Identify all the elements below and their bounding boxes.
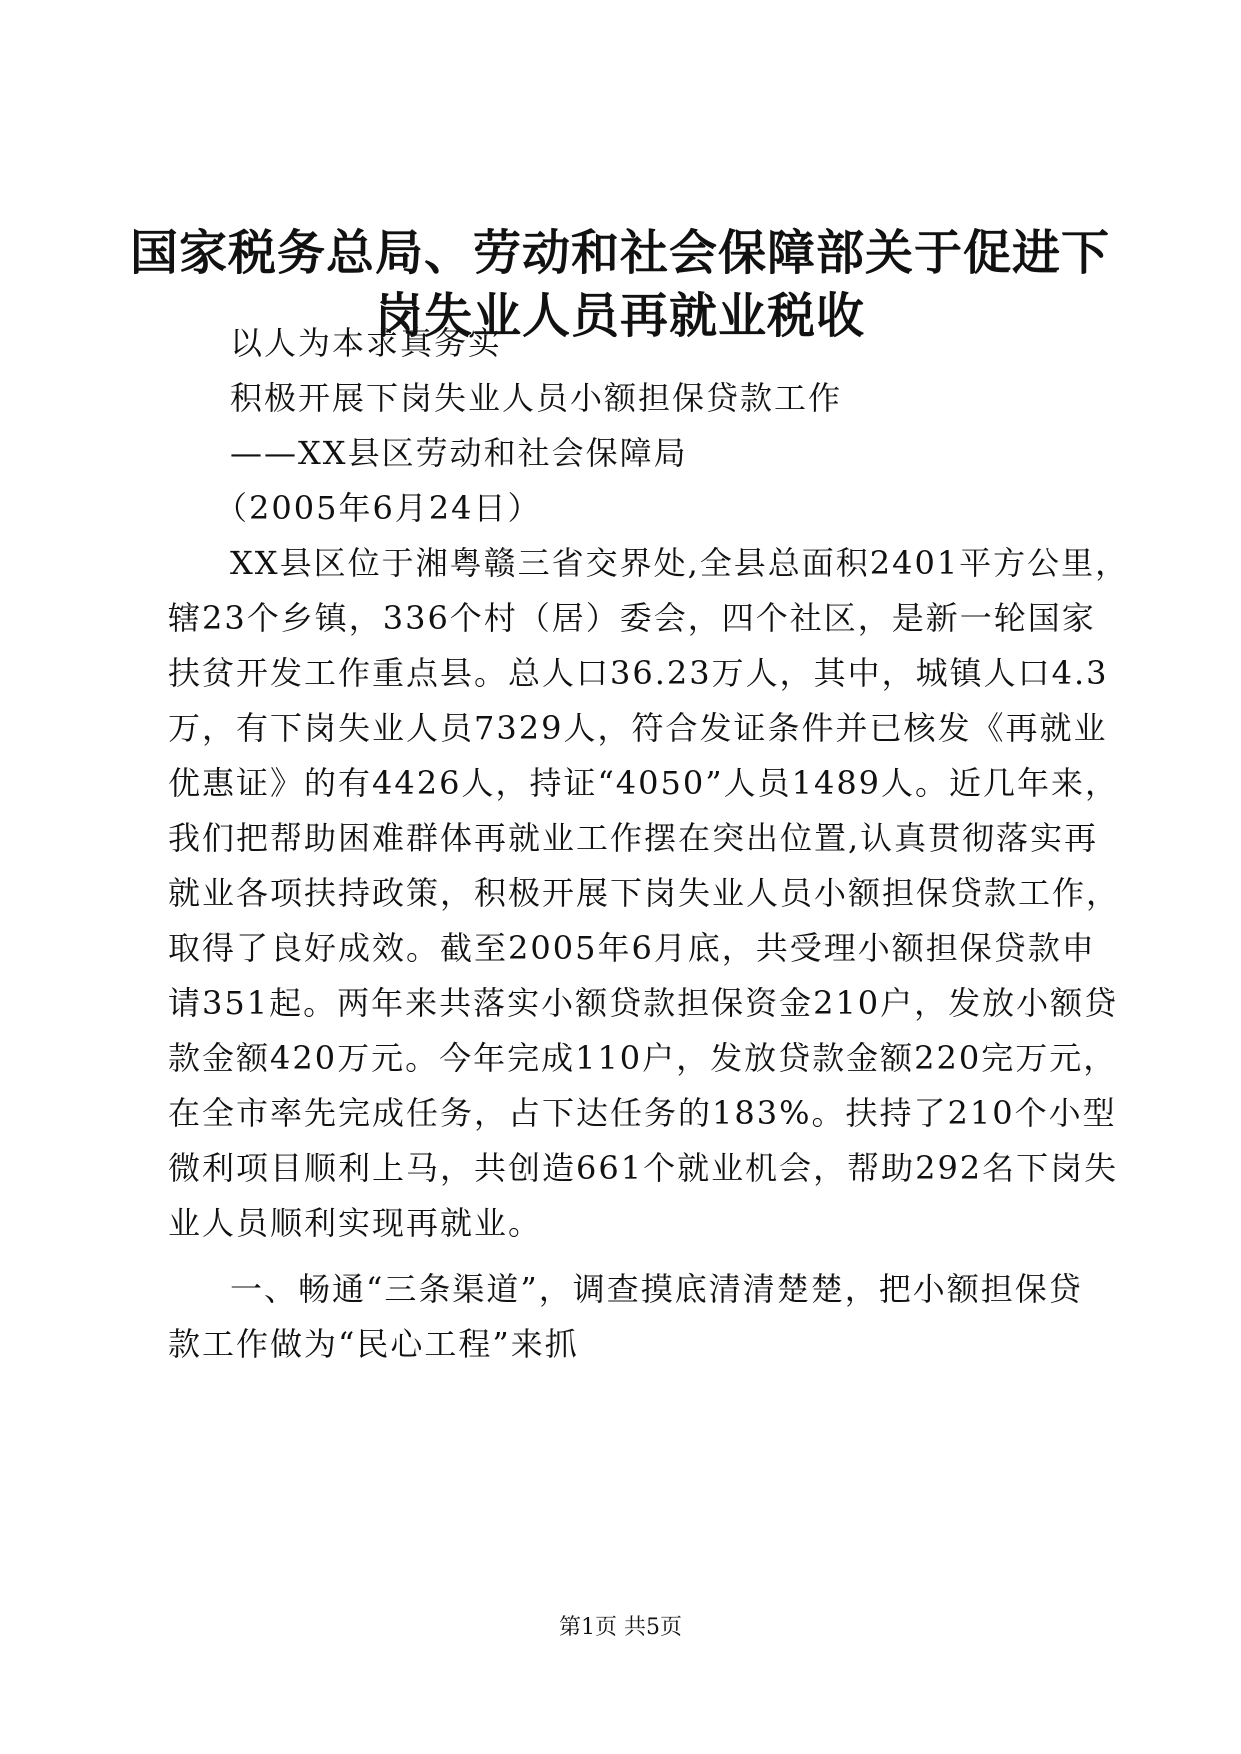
body-line: 优惠证》的有4426人，持证“4050”人员1489人。近几年来， — [168, 764, 1120, 802]
body-line: 辖23个乡镇，336个村（居）委会，四个社区，是新一轮国家 — [168, 599, 1096, 637]
body-line: 万，有下岗失业人员7329人，符合发证条件并已核发《再就业 — [168, 709, 1108, 747]
subtitle-line-3: ——XX县区劳动和社会保障局 — [230, 434, 688, 472]
body-line: 微利项目顺利上马，共创造661个就业机会，帮助292名下岗失 — [168, 1149, 1119, 1187]
body-line: 扶贫开发工作重点县。总人口36.23万人，其中，城镇人口4.3 — [168, 654, 1109, 692]
section-heading-line: 一、畅通“三条渠道”，调查摸底清清楚楚，把小额担保贷 — [230, 1270, 1083, 1308]
body-line: 在全市率先完成任务，占下达任务的183%。扶持了210个小型 — [168, 1094, 1117, 1132]
page-indicator: 第1页 共5页 — [559, 1615, 682, 1640]
body-line: 请351起。两年来共落实小额贷款担保资金210户，发放小额贷 — [168, 984, 1119, 1022]
body-line: 业人员顺利实现再就业。 — [168, 1204, 543, 1242]
date-line: （2005年6月24日） — [215, 489, 542, 527]
body-line: 就业各项扶持政策，积极开展下岗失业人员小额担保贷款工作， — [168, 874, 1121, 912]
body-line: 我们把帮助困难群体再就业工作摆在突出位置,认真贯彻落实再 — [168, 819, 1099, 857]
body-line: 取得了良好成效。截至2005年6月底，共受理小额担保贷款申 — [168, 929, 1096, 967]
subtitle-line-2: 积极开展下岗失业人员小额担保贷款工作 — [230, 379, 843, 417]
section-heading-line: 款工作做为“民心工程”来抓 — [168, 1325, 579, 1363]
body-line: 款金额420万元。今年完成110户，发放贷款金额220完万元， — [168, 1039, 1118, 1077]
document-title-line-1: 国家税务总局、劳动和社会保障部关于促进下 — [129, 225, 1110, 281]
subtitle-line-1: 以人为本求真务实 — [230, 324, 503, 362]
body-line: XX县区位于湘粤赣三省交界处,全县总面积2401平方公里， — [230, 544, 1130, 582]
document-title-line-2: 岗失业人员再就业税收 — [374, 288, 865, 344]
